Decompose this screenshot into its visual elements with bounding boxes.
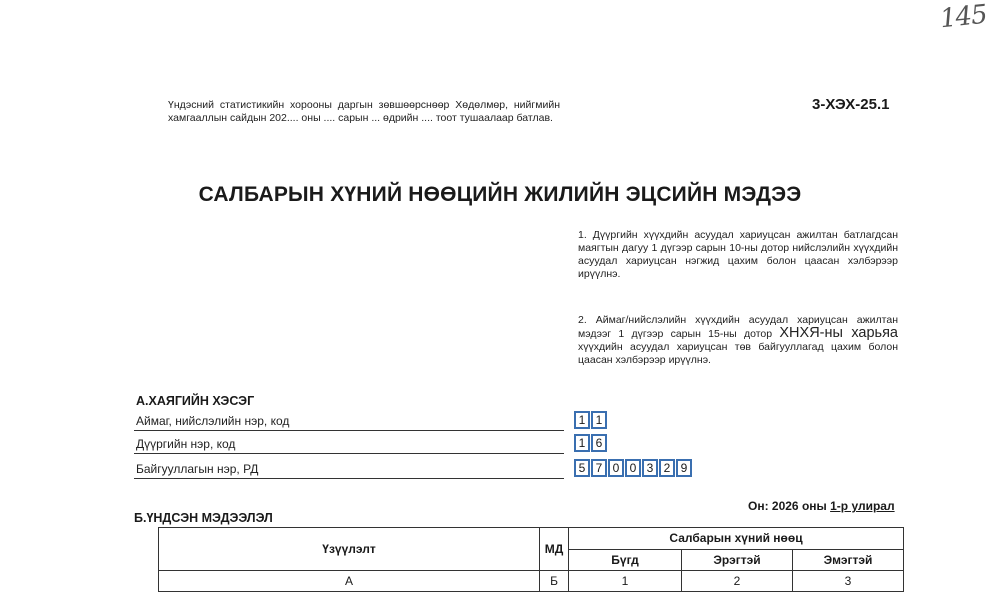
document-title: САЛБАРЫН ХҮНИЙ НӨӨЦИЙН ЖИЛИЙН ЭЦСИЙН МЭДЭЭ [198, 183, 802, 206]
index-cell: 3 [793, 571, 904, 592]
period-quarter: 1-р улирал [830, 499, 895, 513]
approval-note: Үндэсний статистикийн хорооны даргын зөвшөөрснөөр Хөдөлмөр, нийгмийн хамгааллын сайдын 202.... оны .... сарын ... өдрийн .... тоот тушаалаар батлав. [168, 99, 560, 124]
header-female: Эмэгтэй [793, 549, 904, 571]
main-data-table [158, 527, 904, 592]
index-cell: Б [540, 571, 569, 592]
index-cell: А [159, 571, 540, 592]
digit-box[interactable]: 7 [591, 459, 607, 477]
reporting-period [748, 499, 895, 513]
code-boxes-aimag [574, 411, 607, 429]
digit-box[interactable]: 9 [676, 459, 692, 477]
digit-box[interactable]: 2 [659, 459, 675, 477]
digit-box[interactable]: 1 [574, 434, 590, 452]
digit-box[interactable]: 3 [642, 459, 658, 477]
instruction-2-part2: хүүхдийн асуудал хариуцсан төв байгууллагад цахим болон цаасан хэлбэрээр ирүүлнэ. [578, 341, 898, 366]
code-boxes-organization [574, 459, 692, 477]
period-prefix: Он: 2026 оны [748, 499, 831, 513]
field-line-district [134, 453, 564, 454]
header-indicator: Үзүүлэлт [159, 528, 540, 571]
field-line-aimag [134, 430, 564, 431]
instruction-2-part1: 2. Аймаг/нийслэлийн хүүхдийн асуудал хариуцсан ажилтан мэдээг 1 дүгээр сарын 15-ны дотор [578, 314, 898, 340]
header-total: Бүгд [569, 549, 682, 571]
handwritten-page-number: 145 [938, 0, 989, 35]
field-label-aimag: Аймаг, нийслэлийн нэр, код [136, 414, 290, 428]
digit-box[interactable]: 0 [625, 459, 641, 477]
field-line-organization [134, 478, 564, 479]
instruction-2 [578, 314, 898, 367]
index-cell: 1 [569, 571, 682, 592]
index-cell: 2 [682, 571, 793, 592]
header-male: Эрэгтэй [682, 549, 793, 571]
section-a-title: А.ХАЯГИЙН ХЭСЭГ [136, 394, 255, 408]
field-label-district: Дүүргийн нэр, код [136, 437, 236, 451]
header-md: МД [540, 528, 569, 571]
code-boxes-district [574, 434, 607, 452]
digit-box[interactable]: 1 [591, 411, 607, 429]
digit-box[interactable]: 6 [591, 434, 607, 452]
instruction-1: 1. Дүүргийн хүүхдийн асуудал хариуцсан ажилтан батлагдсан маягтын дагуу 1 дүгээр сарын 10-ны дотор нийслэлийн хүүхдийн асуудал хариуцсан нэгжид цахим болон цаасан хэлбэрээр ирүүлнэ. [578, 229, 898, 280]
digit-box[interactable]: 1 [574, 411, 590, 429]
field-label-organization: Байгууллагын нэр, РД [136, 462, 259, 476]
digit-box[interactable]: 0 [608, 459, 624, 477]
section-b-title: Б.ҮНДСЭН МЭДЭЭЛЭЛ [134, 511, 273, 525]
instruction-2-emphasis: ХНХЯ-ны харьяа [779, 325, 899, 341]
header-group: Салбарын хүний нөөц [569, 528, 904, 550]
form-code: 3-ХЭХ-25.1 [812, 96, 890, 113]
digit-box[interactable]: 5 [574, 459, 590, 477]
